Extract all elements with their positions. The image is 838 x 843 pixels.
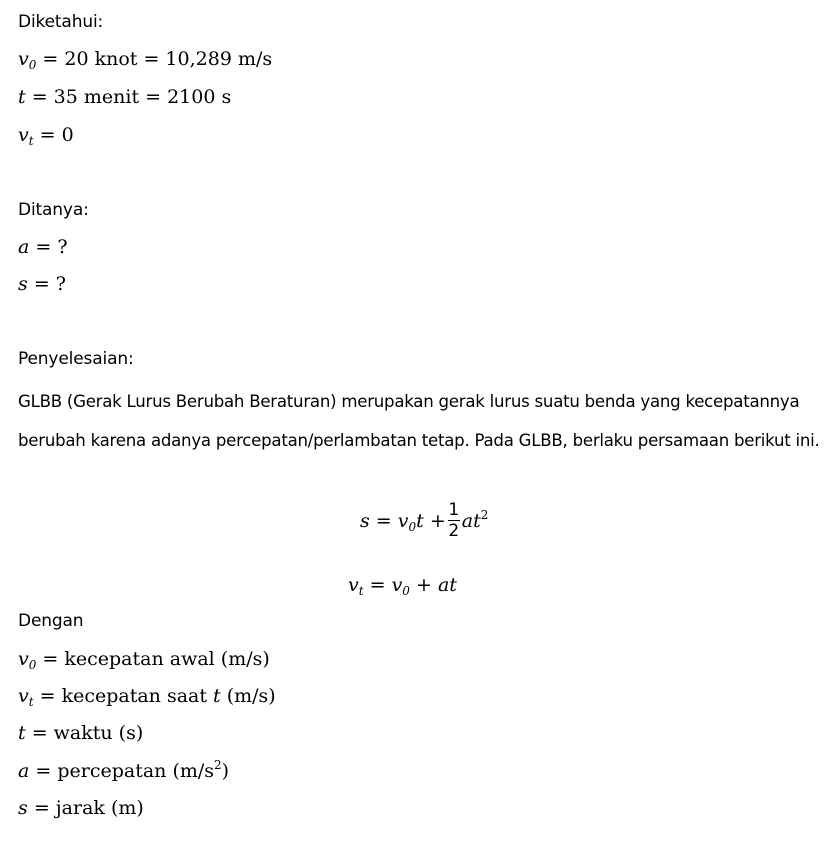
definition-t-text: = waktu (s) bbox=[31, 722, 144, 744]
definition-a-sup: 2 bbox=[214, 758, 222, 772]
solution-paragraph: GLBB (Gerak Lurus Berubah Beraturan) merupakan gerak lurus suatu benda yang kecepatannya berubah karena adanya percepatan/perlambatan tetap. Pada GLBB, berlaku persamaan berikut ini. bbox=[18, 392, 820, 450]
a-value: = ? bbox=[35, 236, 68, 258]
definition-a: a = percepatan $(m/s^2)$ bbox=[18, 758, 230, 782]
definition-vt-suffix: (m/s) bbox=[220, 685, 276, 707]
definition-v0: $v_0$ = kecepatan awal (m/s) bbox=[18, 648, 270, 672]
t-symbol: t bbox=[18, 86, 26, 108]
definition-s: s = jarak (m) bbox=[18, 797, 144, 819]
v0-value: = 20 knot = 10,289 m/s bbox=[42, 48, 273, 70]
vt-symbol: $v_t$ bbox=[18, 124, 34, 148]
definition-a-suffix: ) bbox=[221, 760, 230, 782]
t-value: = 35 menit = 2100 s bbox=[31, 86, 232, 108]
equation-distance: $s = v_0t$ + $\frac{1}{2}$ $at^2$ bbox=[360, 500, 489, 541]
known-v0-line bbox=[18, 48, 272, 70]
s-value: = ? bbox=[33, 273, 66, 295]
definition-v0-text: = kecepatan awal (m/s) bbox=[42, 648, 270, 670]
v0-symbol: $v_0$ bbox=[18, 48, 37, 72]
solution-heading: Penyelesaian: bbox=[18, 349, 134, 369]
known-t-line bbox=[18, 86, 231, 108]
asked-s-line bbox=[18, 273, 66, 295]
s-symbol: s bbox=[18, 273, 28, 295]
vt-value: = 0 bbox=[39, 124, 74, 146]
fraction-numerator: 1 bbox=[448, 500, 460, 520]
asked-a-line bbox=[18, 236, 68, 258]
definition-a-prefix: = percepatan (m/s bbox=[35, 760, 215, 782]
definition-vt: $v_t$ = kecepatan saat t (m/s) bbox=[18, 685, 276, 709]
fraction-one-half bbox=[448, 500, 460, 541]
definition-s-text: = jarak (m) bbox=[33, 797, 144, 819]
a-symbol: a bbox=[18, 236, 30, 258]
asked-heading: Ditanya: bbox=[18, 200, 89, 220]
equation-velocity: $v_t = v_0$ + at bbox=[348, 574, 457, 598]
definition-t: t = waktu (s) bbox=[18, 722, 144, 744]
definitions-heading: Dengan bbox=[18, 611, 84, 631]
known-heading: Diketahui: bbox=[18, 12, 104, 32]
fraction-denominator: 2 bbox=[448, 521, 460, 541]
definition-vt-prefix: = kecepatan saat bbox=[39, 685, 214, 707]
known-vt-line bbox=[18, 124, 74, 146]
